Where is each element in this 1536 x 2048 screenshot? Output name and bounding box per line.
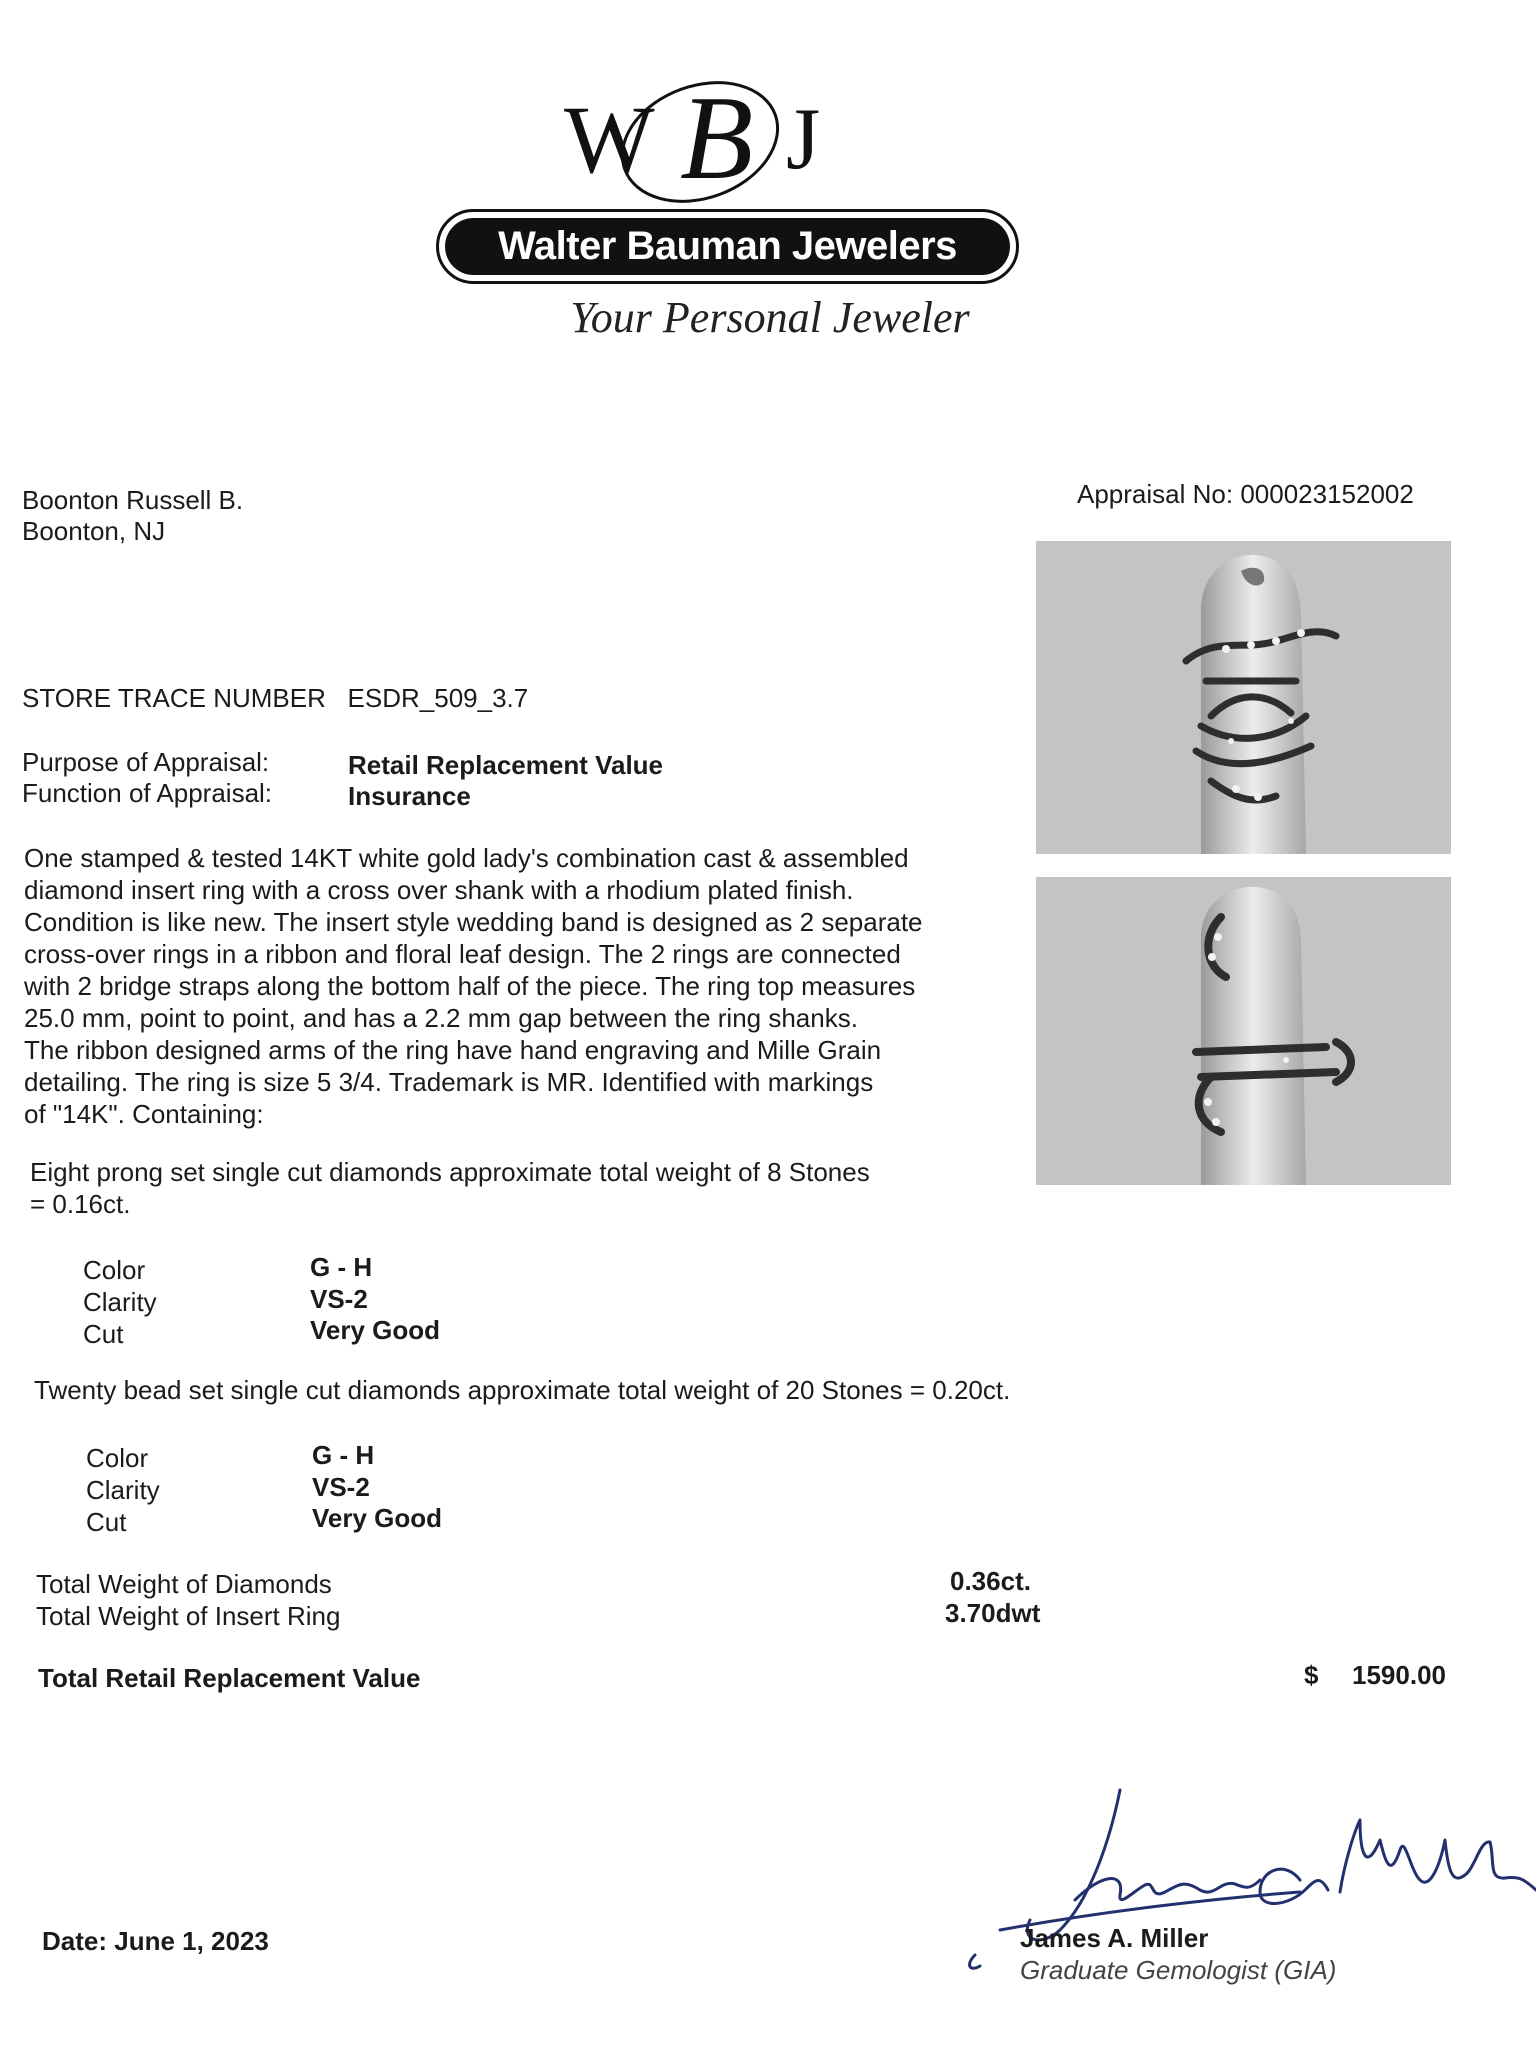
stones1-clarity-label: Clarity xyxy=(83,1287,157,1317)
description-line: of "14K". Containing: xyxy=(24,1099,264,1129)
ring-photo-side xyxy=(1036,877,1451,1185)
stones1-cut: Very Good xyxy=(310,1315,441,1345)
svg-text:W: W xyxy=(564,86,655,193)
total-ring-label: Total Weight of Insert Ring xyxy=(36,1601,341,1631)
stones1-description: Eight prong set single cut diamonds approximate total weight of 8 Stones xyxy=(30,1157,870,1187)
appraisal-number-value: 000023152002 xyxy=(1240,479,1414,509)
stones1-color-label: Color xyxy=(83,1255,146,1285)
description-line: with 2 bridge straps along the bottom half of the piece. The ring top measures xyxy=(24,971,916,1001)
total-diamonds-value: 0.36ct. xyxy=(950,1566,1031,1596)
trace-label: STORE TRACE NUMBER xyxy=(22,683,326,713)
appraisal-number-label: Appraisal No: xyxy=(1077,479,1234,509)
brand-tagline: Your Personal Jeweler xyxy=(570,293,970,342)
description-line: Condition is like new. The insert style wedding band is designed as 2 separate xyxy=(24,907,923,937)
stones2-cut-label: Cut xyxy=(86,1507,127,1537)
description-line: cross-over rings in a ribbon and floral leaf design. The 2 rings are connected xyxy=(24,939,901,969)
trace-value: ESDR_509_3.7 xyxy=(347,683,529,713)
description-line: One stamped & tested 14KT white gold lady's combination cast & assembled xyxy=(24,843,909,873)
total-value-amount: 1590.00 xyxy=(1352,1660,1446,1690)
wbj-monogram-logo xyxy=(550,60,890,210)
svg-text:J: J xyxy=(786,91,821,188)
stones2-color-label: Color xyxy=(86,1443,149,1473)
store-trace-number xyxy=(22,682,528,714)
total-diamonds-label: Total Weight of Diamonds xyxy=(36,1569,332,1599)
description-line: detailing. The ring is size 5 3/4. Trademark is MR. Identified with markings xyxy=(24,1067,874,1097)
description-line: 25.0 mm, point to point, and has a 2.2 mm gap between the ring shanks. xyxy=(24,1003,858,1033)
stones2-color: G - H xyxy=(312,1440,375,1470)
appraisal-date: Date: June 1, 2023 xyxy=(42,1926,269,1956)
svg-text:B: B xyxy=(680,71,754,204)
purpose-value: Retail Replacement Value xyxy=(348,750,664,780)
total-value-currency: $ xyxy=(1304,1660,1319,1690)
stones1-description-cont: = 0.16ct. xyxy=(30,1189,131,1219)
brand-name: Walter Bauman Jewelers xyxy=(498,224,957,268)
stones2-clarity: VS-2 xyxy=(312,1472,370,1502)
description-line: The ribbon designed arms of the ring have hand engraving and Mille Grain xyxy=(24,1035,882,1065)
client-location: Boonton, NJ xyxy=(22,516,166,546)
stones2-description: Twenty bead set single cut diamonds approximate total weight of 20 Stones = 0.20ct. xyxy=(34,1375,1011,1405)
total-value-label: Total Retail Replacement Value xyxy=(38,1663,421,1693)
appraiser-name: James A. Miller xyxy=(1020,1923,1209,1953)
stones2-clarity-label: Clarity xyxy=(86,1475,160,1505)
appraisal-number xyxy=(1077,478,1414,510)
description-line: diamond insert ring with a cross over shank with a rhodium plated finish. xyxy=(24,875,854,905)
brand-name-badge xyxy=(436,209,1019,284)
client-name: Boonton Russell B. xyxy=(22,485,244,515)
total-ring-value: 3.70dwt xyxy=(945,1598,1041,1628)
purpose-label: Purpose of Appraisal: xyxy=(22,747,270,777)
ring-photo-front xyxy=(1036,541,1451,854)
stones1-cut-label: Cut xyxy=(83,1319,124,1349)
stones1-color: G - H xyxy=(310,1252,373,1282)
function-value: Insurance xyxy=(348,781,471,811)
appraiser-title: Graduate Gemologist (GIA) xyxy=(1020,1955,1337,1985)
stones1-clarity: VS-2 xyxy=(310,1284,368,1314)
function-label: Function of Appraisal: xyxy=(22,778,273,808)
stones2-cut: Very Good xyxy=(312,1503,443,1533)
